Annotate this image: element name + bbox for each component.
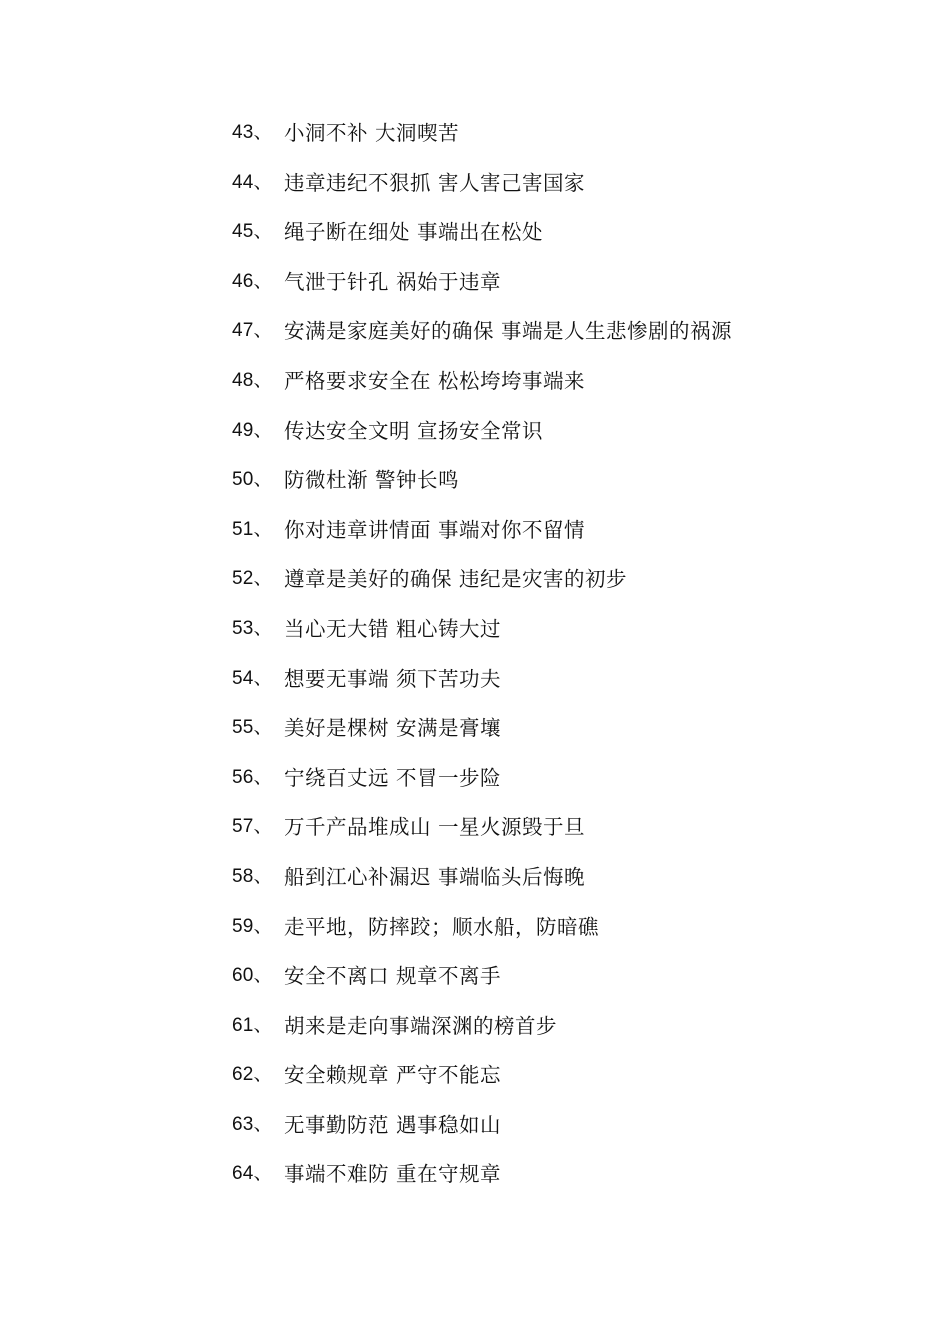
slogan-list: [232, 116, 732, 1207]
item-text: 你对违章讲情面 事端对你不留情: [284, 517, 586, 542]
item-number: 53、: [232, 617, 273, 639]
item-number: 60、: [232, 965, 273, 987]
item-text: 小洞不补 大洞喫苦: [284, 121, 460, 145]
item-text: 船到江心补漏迟 事端临头后悔晚: [284, 864, 586, 889]
list-item: [232, 364, 732, 414]
list-item: [232, 116, 732, 166]
list-item: [232, 711, 732, 761]
item-text: 安满是家庭美好的确保 事端是人生悲惨剧的祸源: [284, 319, 733, 344]
list-item: [232, 1157, 732, 1207]
list-item: [232, 959, 732, 1009]
item-text: 走平地，防摔跤；顺水船，防暗礁: [284, 914, 599, 939]
item-text: 安全不离口 规章不离手: [284, 964, 502, 989]
item-number: 58、: [232, 865, 273, 887]
item-text: 胡来是走向事端深渊的榜首步: [284, 1013, 557, 1038]
list-item: [232, 463, 732, 513]
item-text: 事端不难防 重在守规章: [284, 1162, 502, 1187]
item-number: 49、: [232, 419, 273, 441]
item-text: 气泄于针孔 祸始于违章: [284, 269, 502, 294]
list-item: [232, 1058, 732, 1108]
item-text: 绳子断在细处 事端出在松处: [284, 220, 544, 245]
item-text: 无事勤防范 遇事稳如山: [284, 1112, 502, 1137]
item-number: 50、: [232, 469, 273, 491]
list-item: [232, 513, 732, 563]
item-text: 传达安全文明 宣扬安全常识: [284, 418, 544, 443]
item-text: 安全赖规章 严守不能忘: [284, 1063, 502, 1088]
list-item: [232, 810, 732, 860]
list-item: [232, 265, 732, 315]
item-text: 防微杜渐 警钟长鸣: [284, 468, 460, 493]
item-text: 严格要求安全在 松松垮垮事端来: [284, 368, 586, 393]
item-number: 46、: [232, 270, 273, 292]
item-number: 55、: [232, 717, 273, 739]
item-number: 57、: [232, 816, 273, 838]
item-number: 52、: [232, 568, 273, 590]
item-number: 45、: [232, 221, 273, 243]
list-item: [232, 860, 732, 910]
list-item: [232, 314, 732, 364]
item-number: 43、: [232, 122, 273, 143]
item-number: 59、: [232, 915, 273, 937]
item-number: 44、: [232, 171, 273, 193]
list-item: [232, 612, 732, 662]
list-item: [232, 562, 732, 612]
item-number: 62、: [232, 1064, 273, 1086]
item-text: 想要无事端 须下苦功夫: [284, 666, 502, 691]
item-text: 宁绕百丈远 不冒一步险: [284, 765, 502, 790]
item-text: 万千产品堆成山 一星火源毁于旦: [284, 815, 586, 840]
list-item: [232, 662, 732, 712]
item-number: 47、: [232, 320, 273, 342]
item-number: 56、: [232, 766, 273, 788]
item-text: 违章违纪不狠抓 害人害己害国家: [284, 170, 586, 195]
item-number: 54、: [232, 667, 273, 689]
item-number: 51、: [232, 518, 273, 540]
item-number: 63、: [232, 1113, 273, 1135]
item-text: 美好是棵树 安满是膏壤: [284, 716, 502, 741]
list-item: [232, 215, 732, 265]
list-item: [232, 166, 732, 216]
list-item: [232, 1108, 732, 1158]
item-text: 当心无大错 粗心铸大过: [284, 616, 502, 641]
list-item: [232, 414, 732, 464]
list-item: [232, 910, 732, 960]
item-number: 64、: [232, 1163, 273, 1185]
item-number: 61、: [232, 1014, 273, 1036]
list-item: [232, 1009, 732, 1059]
list-item: [232, 761, 732, 811]
item-number: 48、: [232, 369, 273, 391]
item-text: 遵章是美好的确保 违纪是灾害的初步: [284, 567, 628, 592]
